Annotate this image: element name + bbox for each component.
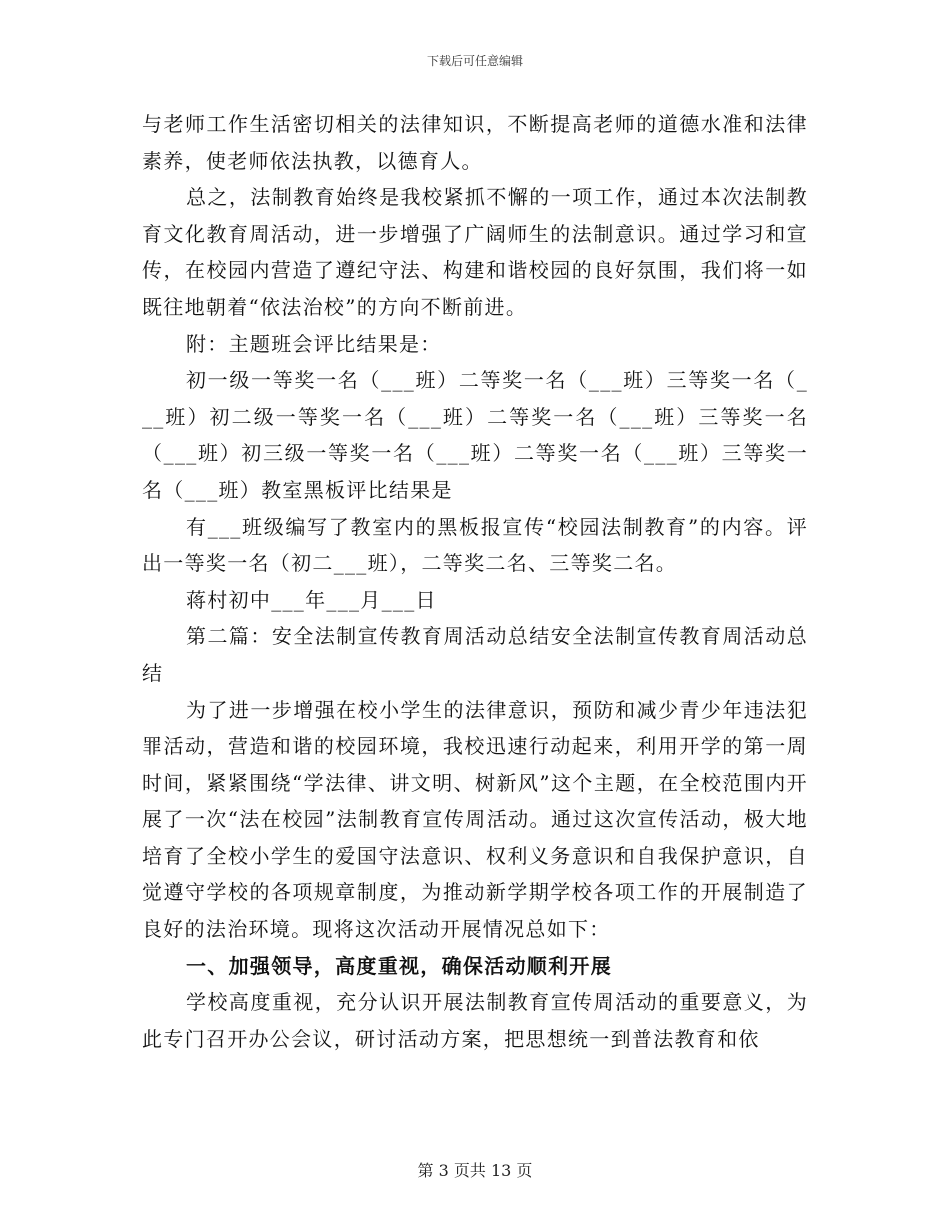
paragraph-7: 第二篇：安全法制宣传教育周活动总结安全法制宣传教育周活动总结 <box>142 624 808 685</box>
page-footer: 第 3 页共 13 页 <box>417 1161 533 1180</box>
paragraph-4: 初一级一等奖一名（___班）二等奖一名（___班）三等奖一名（___班）初二级一等奖一名（___班）二等奖一名（___班）三等奖一名（___班）初三级一等奖一名（___班）二等奖一名（___班）三等奖一名（___班）教室黑板评比结果是 <box>142 368 808 502</box>
document-body <box>142 106 808 1057</box>
paragraph-6: 蒋村初中___年___月___日 <box>186 587 437 612</box>
paragraph-3: 附：主题班会评比结果是： <box>186 331 442 356</box>
section-heading: 一、加强领导，高度重视，确保活动顺利开展 <box>186 953 612 978</box>
paragraph-5: 有___班级编写了教室内的黑板报宣传“校园法制教育”的内容。评出一等奖一名（初二___班），二等奖二名、三等奖二名。 <box>142 514 808 576</box>
page-header: 下载后可任意编辑 <box>426 54 523 68</box>
paragraph-1: 与老师工作生活密切相关的法律知识，不断提高老师的道德水准和法律素养，使老师依法执教，以德育人。 <box>142 112 808 173</box>
paragraph-8: 为了进一步增强在校小学生的法律意识，预防和减少青少年违法犯罪活动，营造和谐的校园环境，我校迅速行动起来，利用开学的第一周时间，紧紧围绕“学法律、讲文明、树新风”这个主题，在全校范围内开展了一次“法在校园”法制教育宣传周活动。通过这次宣传活动，极大地培育了全校小学生的爱国守法意识、权利义务意识和自我保护意识，自觉遵守学校的各项规章制度，为推动新学期学校各项工作的开展制造了良好的法治环境。现将这次活动开展情况总如下： <box>142 697 808 942</box>
paragraph-10: 学校高度重视，充分认识开展法制教育宣传周活动的重要意义，为此专门召开办公会议，研讨活动方案，把思想统一到普法教育和依 <box>142 990 808 1051</box>
paragraph-2: 总之，法制教育始终是我校紧抓不懈的一项工作，通过本次法制教育文化教育周活动，进一步增强了广阔师生的法制意识。通过学习和宣传，在校园内营造了遵纪守法、构建和谐校园的良好氛围，我们将一如既往地朝着“依法治校”的方向不断前进。 <box>142 185 808 319</box>
